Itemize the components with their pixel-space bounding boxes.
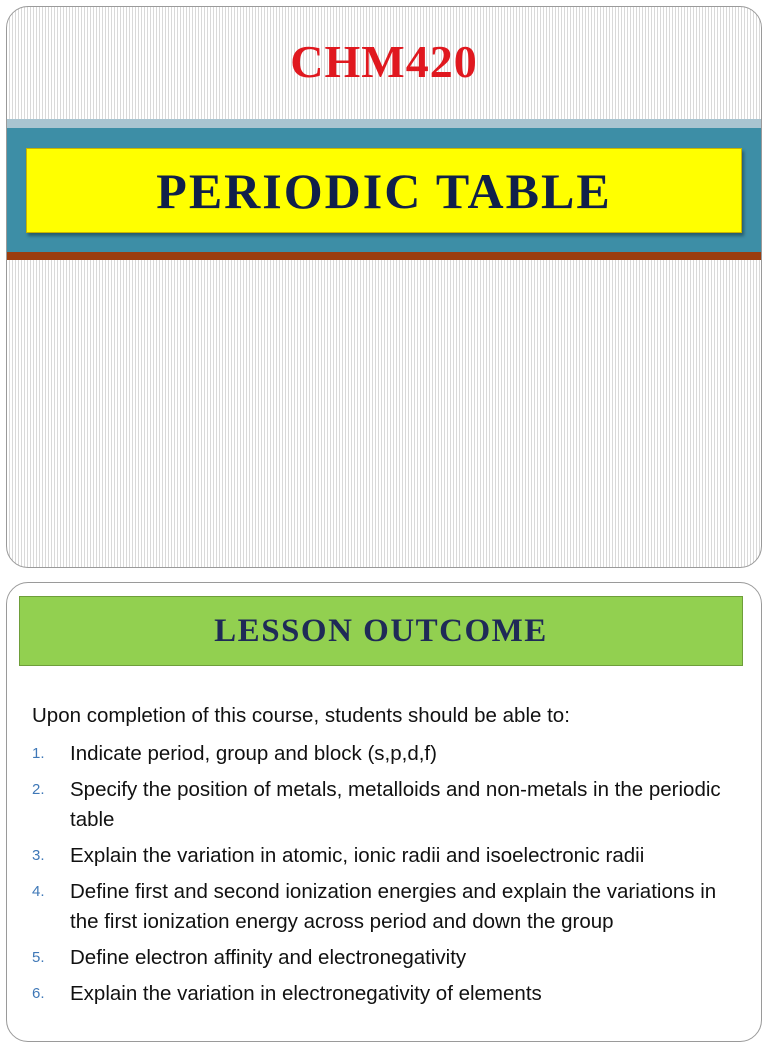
list-item xyxy=(32,739,739,769)
list-item xyxy=(32,841,739,871)
list-item-number: 4. xyxy=(32,883,45,900)
list-item xyxy=(32,943,739,973)
list-item xyxy=(32,775,739,835)
list-item-number: 3. xyxy=(32,847,45,864)
list-item xyxy=(32,877,739,937)
list-item-number: 6. xyxy=(32,985,45,1002)
slide-title: PERIODIC TABLE xyxy=(156,162,612,219)
list-item-text: Specify the position of metals, metalloids and non-metals in the periodic table xyxy=(70,778,721,831)
list-item-text: Define first and second ionization energies and explain the variations in the first ionization energy across period and down the group xyxy=(70,880,717,933)
list-item-text: Explain the variation in electronegativity of elements xyxy=(70,982,542,1005)
outcome-heading: LESSON OUTCOME xyxy=(214,612,548,649)
header-band-light xyxy=(7,119,761,128)
list-item-text: Define electron affinity and electronegativity xyxy=(70,946,467,969)
list-item-number: 2. xyxy=(32,781,45,798)
outcome-list xyxy=(32,739,739,1015)
list-item-text: Explain the variation in atomic, ionic radii and isoelectronic radii xyxy=(70,844,645,867)
course-code: CHM420 xyxy=(290,36,478,87)
list-item xyxy=(32,979,739,1009)
lesson-outcome-slide xyxy=(6,582,762,1042)
intro-text: Upon completion of this course, students should be able to: xyxy=(32,704,570,727)
list-item-number: 1. xyxy=(32,745,45,762)
title-slide xyxy=(6,6,762,568)
list-item-number: 5. xyxy=(32,949,45,966)
outcome-heading-bar xyxy=(19,596,743,666)
header-band-brown xyxy=(7,252,761,260)
list-item-text: Indicate period, group and block (s,p,d,f) xyxy=(70,742,437,765)
title-box xyxy=(26,148,742,233)
